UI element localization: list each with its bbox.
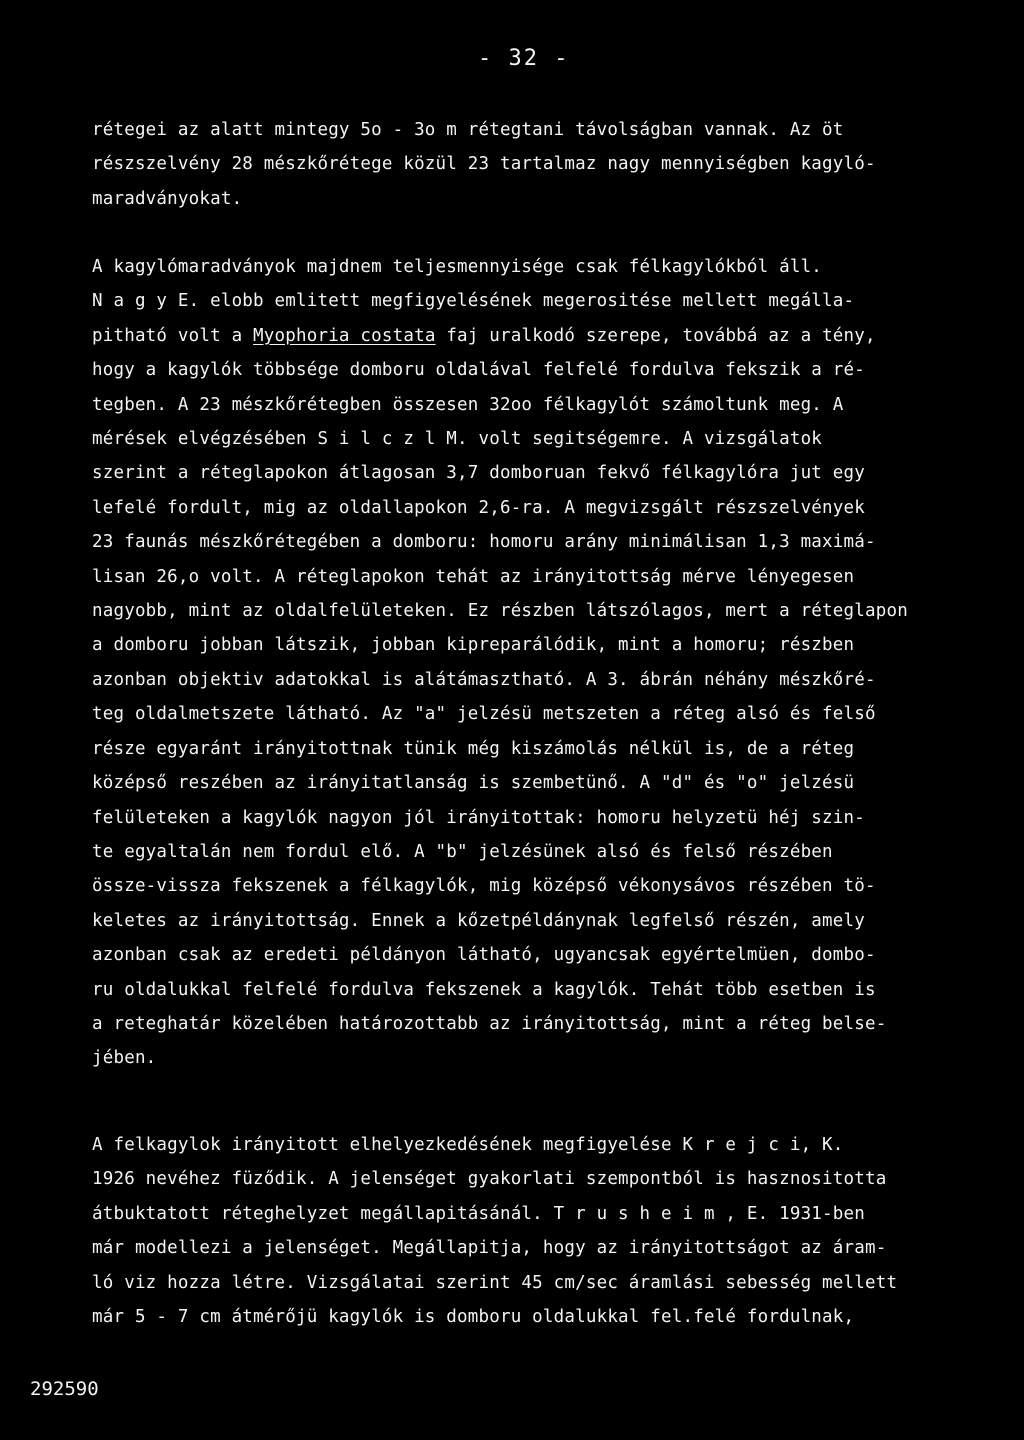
- text-line: N a g y E. elobb emlitett megfigyelésének megerositése mellett megálla-: [92, 291, 855, 312]
- text-line: középső reszében az irányitatlanság is szembetünő. A "d" és "o" jelzésü: [92, 773, 855, 794]
- text-fragment: faj uralkodó szerepe, továbbá az a tény,: [446, 325, 876, 346]
- text-fragment: pitható volt a: [92, 325, 254, 346]
- text-line: te egyaltalán nem fordul elő. A "b" jelzésünek alsó és felső részében: [92, 841, 833, 862]
- text-line: a domboru jobban látszik, jobban kipreparálódik, mint a homoru; részben: [92, 635, 855, 656]
- paragraph-2: [92, 250, 992, 1076]
- text-line: átbuktatott réteghelyzet megállapitásánál. T r u s h e i m , E. 1931-ben: [92, 1203, 865, 1224]
- text-line: teg oldalmetszete látható. Az "a" jelzésü metszeten a réteg alsó és felső: [92, 704, 876, 725]
- text-line: azonban csak az eredeti példányon látható, ugyancsak egyértelmüen, dombo-: [92, 945, 876, 966]
- text-line: mérések elvégzésében S i l c z l M. volt segitségemre. A vizsgálatok: [92, 429, 823, 450]
- text-line: rétegei az alatt mintegy 5o - 3o m rétegtani távolságban vannak. Az öt: [92, 120, 844, 140]
- text-line: 23 faunás mészkőrétegében a domboru: homoru arány minimálisan 1,3 maximá-: [92, 532, 876, 553]
- text-line: már modellezi a jelenséget. Megállapitja, hogy az irányitottságot az áram-: [92, 1238, 887, 1259]
- archive-code: 292590: [30, 1378, 99, 1400]
- text-line: a reteghatár közelében határozottabb az irányitottság, mint a réteg belse-: [92, 1013, 887, 1034]
- text-line: része egyaránt irányitottnak tünik még kiszámolás nélkül is, de a réteg: [92, 738, 855, 759]
- text-line: keletes az irányitottság. Ennek a kőzetpéldánynak legfelső részén, amely: [92, 910, 865, 931]
- text-line: nagyobb, mint az oldalfelületeken. Ez részben látszólagos, mert a réteglapon: [92, 601, 908, 622]
- species-name: Myophoria costata: [253, 325, 436, 346]
- text-line: ló viz hozza létre. Vizsgálatai szerint 45 cm/sec áramlási sebesség mellett: [92, 1272, 898, 1293]
- text-line: 1926 nevéhez füződik. A jelenséget gyakorlati szempontból is hasznositotta: [92, 1169, 887, 1190]
- text-line: felületeken a kagylók nagyon jól irányitottak: homoru helyzetü héj szin-: [92, 807, 865, 828]
- text-line: maradványokat.: [92, 188, 243, 209]
- text-line: azonban objektiv adatokkal is alátámasztható. A 3. ábrán néhány mészkőré-: [92, 669, 876, 690]
- text-line: jében.: [92, 1048, 157, 1069]
- text-line: szerint a réteglapokon átlagosan 3,7 domboruan fekvő félkagylóra jut egy: [92, 463, 865, 484]
- text-line: hogy a kagylók többsége domboru oldalával felfelé fordulva fekszik a ré-: [92, 360, 865, 381]
- text-line: részszelvény 28 mészkőrétege közül 23 tartalmaz nagy mennyiségben kagyló-: [92, 154, 876, 175]
- text-line: lefelé fordult, mig az oldallapokon 2,6-ra. A megvizsgált részszelvények: [92, 497, 865, 518]
- paragraph-3: [92, 1128, 992, 1334]
- text-line: ru oldalukkal felfelé fordulva fekszenek a kagylók. Tehát több esetben is: [92, 979, 876, 1000]
- text-line: össze-vissza fekszenek a félkagylók, mig középső vékonysávos részében tö-: [92, 876, 876, 897]
- paragraph-1: [92, 113, 992, 216]
- text-line: A kagylómaradványok majdnem teljesmennyisége csak félkagylókból áll.: [92, 257, 823, 277]
- text-line: lisan 26,o volt. A réteglapokon tehát az irányitottság mérve lényegesen: [92, 566, 855, 587]
- text-line: tegben. A 23 mészkőrétegben összesen 32oo félkagylót számoltunk meg. A: [92, 394, 844, 415]
- text-line: A felkagylok irányitott elhelyezkedésének megfigyelése K r e j c i, K.: [92, 1135, 844, 1155]
- page-number: - 32 -: [478, 46, 570, 71]
- text-line: [92, 319, 992, 353]
- text-line: már 5 - 7 cm átmérőjü kagylók is domboru oldalukkal fel.felé fordulnak,: [92, 1307, 855, 1328]
